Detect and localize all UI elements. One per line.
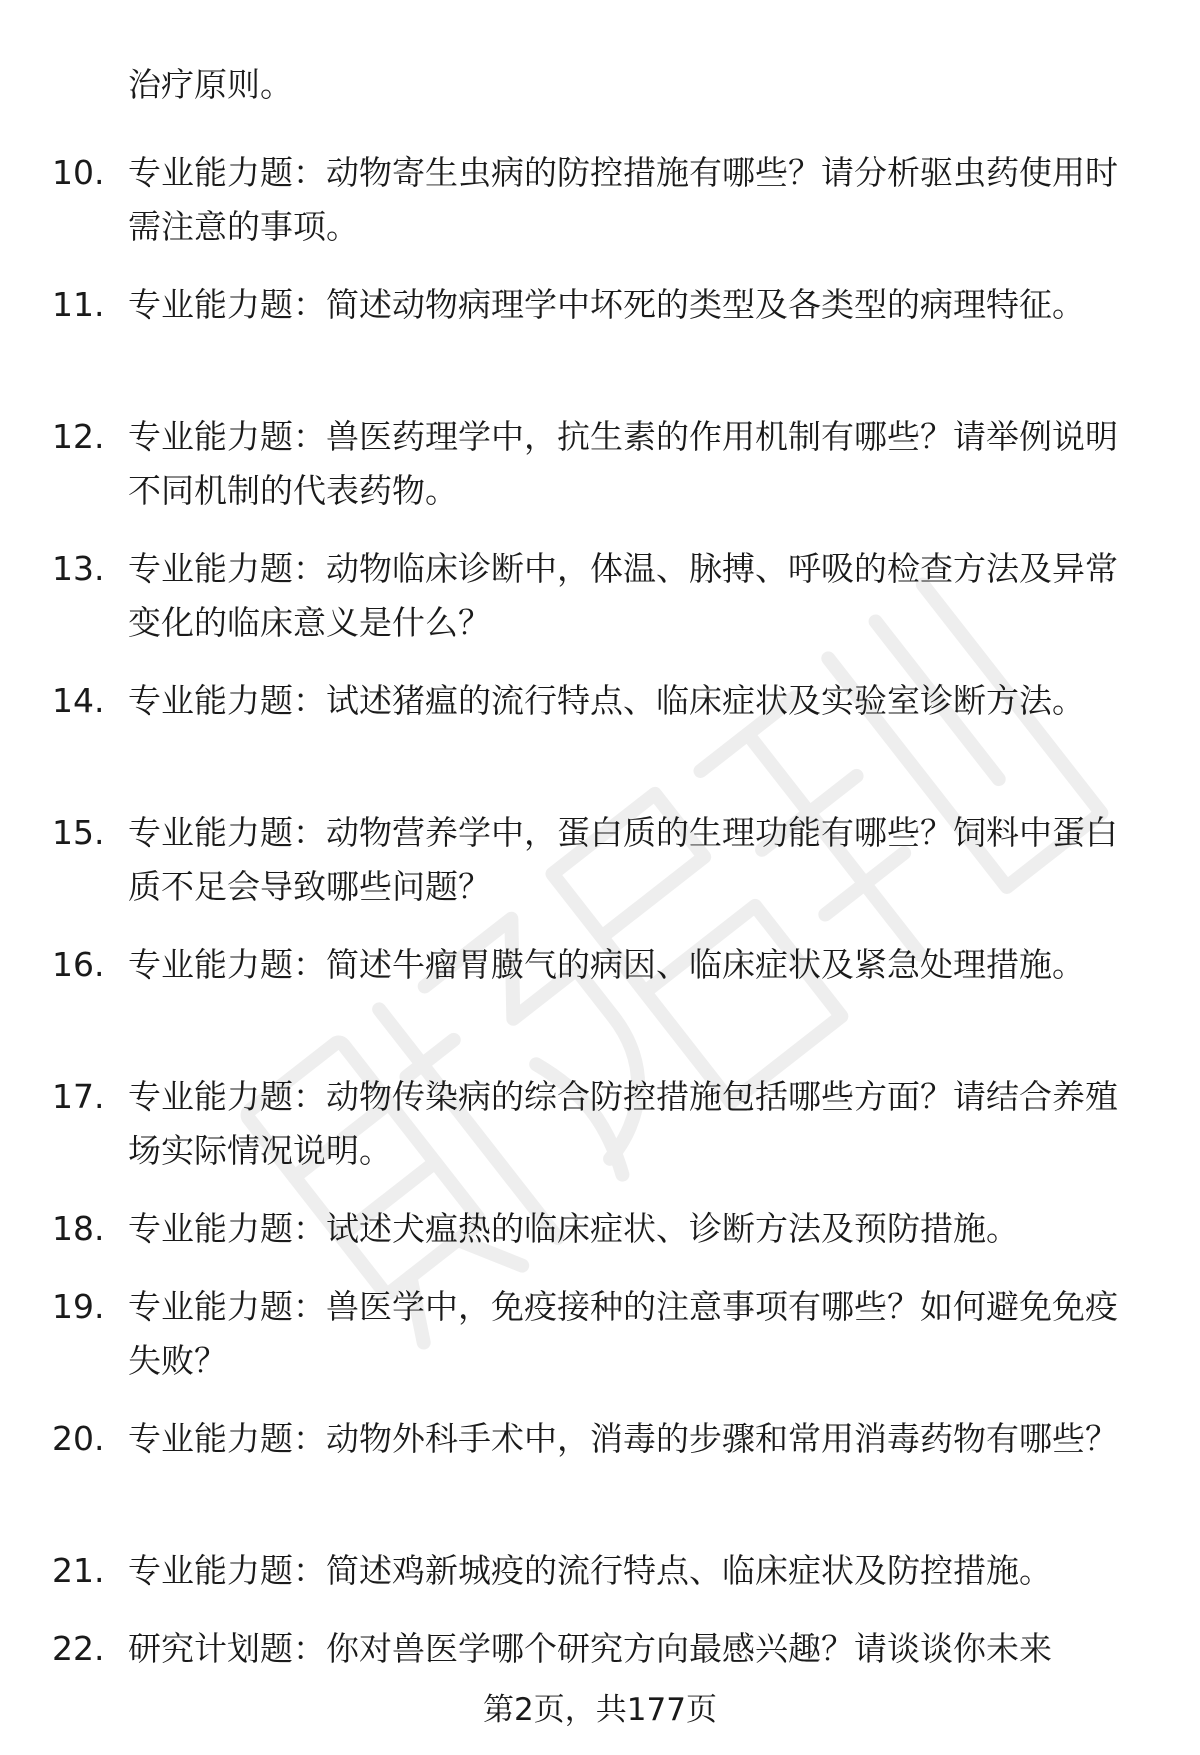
question-number: 20. [52, 1419, 105, 1458]
question-text: 专业能力题：简述牛瘤胃臌气的病因、临床症状及紧急处理措施。 [128, 945, 1085, 984]
question-number: 10. [52, 153, 105, 192]
question-item [0, 278, 1200, 410]
question-item [0, 1070, 1200, 1202]
question-text: 专业能力题：简述动物病理学中坏死的类型及各类型的病理特征。 [128, 285, 1085, 324]
question-text: 专业能力题：试述猪瘟的流行特点、临床症状及实验室诊断方法。 [128, 681, 1085, 720]
question-number: 18. [52, 1209, 105, 1248]
question-item [0, 1280, 1200, 1412]
question-text: 研究计划题：你对兽医学哪个研究方向最感兴趣？请谈谈你未来 [128, 1629, 1052, 1668]
question-item [0, 1544, 1200, 1622]
question-text: 专业能力题：兽医药理学中，抗生素的作用机制有哪些？请举例说明不同机制的代表药物。 [128, 417, 1118, 510]
question-item [0, 674, 1200, 806]
question-item [0, 938, 1200, 1070]
question-text: 专业能力题：试述犬瘟热的临床症状、诊断方法及预防措施。 [128, 1209, 1019, 1248]
question-item [0, 146, 1200, 278]
question-text: 专业能力题：简述鸡新城疫的流行特点、临床症状及防控措施。 [128, 1551, 1052, 1590]
question-text: 专业能力题：兽医学中，免疫接种的注意事项有哪些？如何避免免疫失败？ [128, 1287, 1118, 1380]
question-number: 16. [52, 945, 105, 984]
question-number: 19. [52, 1287, 105, 1326]
question-text: 专业能力题：动物外科手术中，消毒的步骤和常用消毒药物有哪些？ [128, 1419, 1118, 1458]
question-number: 22. [52, 1629, 105, 1668]
question-item [0, 1622, 1200, 1682]
question-item [0, 1202, 1200, 1280]
question-item [0, 806, 1200, 938]
question-number: 11. [52, 285, 105, 324]
question-list [0, 146, 1200, 1682]
question-text: 专业能力题：动物寄生虫病的防控措施有哪些？请分析驱虫药使用时需注意的事项。 [128, 153, 1118, 246]
question-number: 21. [52, 1551, 105, 1590]
question-text: 专业能力题：动物临床诊断中，体温、脉搏、呼吸的检查方法及异常变化的临床意义是什么？ [128, 549, 1118, 642]
question-item [0, 410, 1200, 542]
question-item [0, 542, 1200, 674]
question-text: 专业能力题：动物传染病的综合防控措施包括哪些方面？请结合养殖场实际情况说明。 [128, 1077, 1118, 1170]
question-text: 专业能力题：动物营养学中，蛋白质的生理功能有哪些？饲料中蛋白质不足会导致哪些问题？ [128, 813, 1118, 906]
question-number: 13. [52, 549, 105, 588]
question-item [0, 1412, 1200, 1544]
continuation-text: 治疗原则。 [128, 65, 293, 104]
question-number: 14. [52, 681, 105, 720]
question-number: 12. [52, 417, 105, 456]
question-number: 17. [52, 1077, 105, 1116]
page-footer: 第2页，共177页 [483, 1692, 717, 1728]
question-number: 15. [52, 813, 105, 852]
